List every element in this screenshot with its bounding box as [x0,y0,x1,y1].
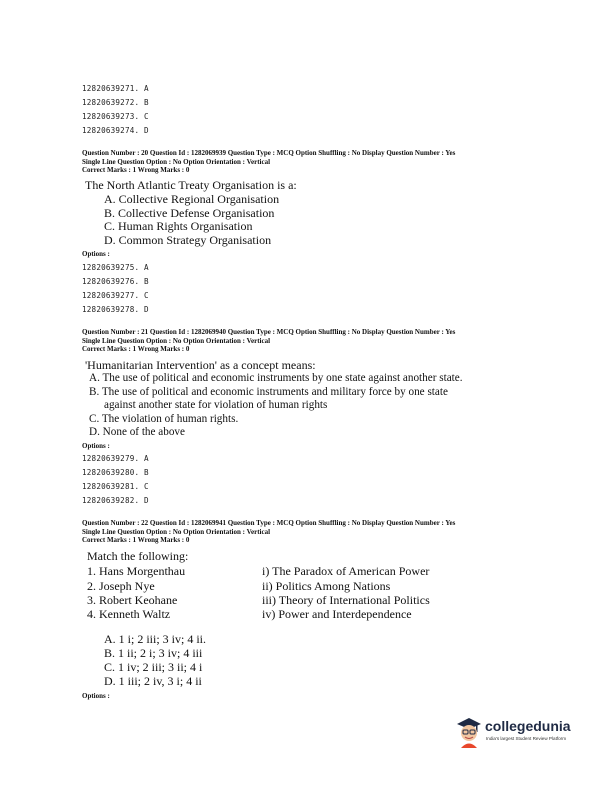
choice-d: D. 1 iii; 2 iv, 3 i; 4 ii [104,674,202,688]
options-label: Options : [82,692,110,700]
option-line: 12820639277. C [82,291,149,300]
match-right-4: iv) Power and Interdependence [262,607,412,621]
match-left-3: 3. Robert Keohane [87,593,178,607]
choice-c: C. The violation of human rights. [89,413,239,425]
meta-line-2: Single Line Question Option : No Option Orientation : Vertical [82,157,271,166]
option-line: 12820639276. B [82,277,149,286]
choice-c: C. Human Rights Organisation [104,219,253,233]
match-right-1: i) The Paradox of American Power [262,564,430,578]
collegedunia-logo [455,716,575,750]
choice-a: A. The use of political and economic instruments by one state against another state. [89,372,463,384]
option-line: 12820639272. B [82,98,149,107]
choice-a: A. Collective Regional Organisation [104,192,280,206]
option-line: 12820639282. D [82,496,149,505]
logo-tagline: India's largest Student Review Platform [486,736,567,741]
question-meta [82,149,522,175]
option-line: 12820639271. A [82,84,149,93]
marks-line: Correct Marks : 1 Wrong Marks : 0 [82,166,190,174]
option-line: 12820639280. B [82,468,149,477]
question-meta [82,328,522,354]
meta-line-2: Single Line Question Option : No Option Orientation : Vertical [82,527,271,536]
meta-line-1: Question Number : 20 Question Id : 1282069939 Question Type : MCQ Option Shuffling : No Display Question Number : Yes [82,149,456,157]
option-line: 12820639275. A [82,263,149,272]
option-line: 12820639279. A [82,454,149,463]
meta-line-1: Question Number : 21 Question Id : 1282069940 Question Type : MCQ Option Shuffling : No Display Question Number : Yes [82,328,456,336]
option-line: 12820639274. D [82,126,149,135]
marks-line: Correct Marks : 1 Wrong Marks : 0 [82,345,190,353]
choice-b: B. The use of political and economic instruments and military force by one state [89,386,448,398]
choice-b: B. Collective Defense Organisation [104,206,275,220]
match-left-1: 1. Hans Morgenthau [87,564,186,578]
match-right-2: ii) Politics Among Nations [262,579,391,593]
mascot-icon [455,716,483,748]
marks-line: Correct Marks : 1 Wrong Marks : 0 [82,536,190,544]
meta-line-2: Single Line Question Option : No Option Orientation : Vertical [82,336,271,345]
options-label: Options : [82,250,110,258]
choice-b-cont: against another state for violation of human rights [104,399,328,411]
choice-b: B. 1 ii; 2 i; 3 iv; 4 iii [104,646,203,660]
options-label: Options : [82,442,110,450]
question-meta [82,519,522,545]
choice-c: C. 1 iv; 2 iii; 3 ii; 4 i [104,660,203,674]
meta-line-1: Question Number : 22 Question Id : 1282069941 Question Type : MCQ Option Shuffling : No Display Question Number : Yes [82,519,456,527]
choice-a: A. 1 i; 2 iii; 3 iv; 4 ii. [104,632,207,646]
match-right-3: iii) Theory of International Politics [262,593,430,607]
match-left-2: 2. Joseph Nye [87,579,155,593]
option-line: 12820639281. C [82,482,149,491]
choice-d: D. None of the above [89,426,185,438]
logo-text: collegedunia [485,718,571,734]
question-text: Match the following: [87,549,189,563]
choice-d: D. Common Strategy Organisation [104,233,272,247]
option-line: 12820639278. D [82,305,149,314]
question-text: The North Atlantic Treaty Organisation is a: [85,178,297,192]
question-text: 'Humanitarian Intervention' as a concept means: [85,358,316,372]
option-line: 12820639273. C [82,112,149,121]
match-left-4: 4. Kenneth Waltz [87,607,171,621]
